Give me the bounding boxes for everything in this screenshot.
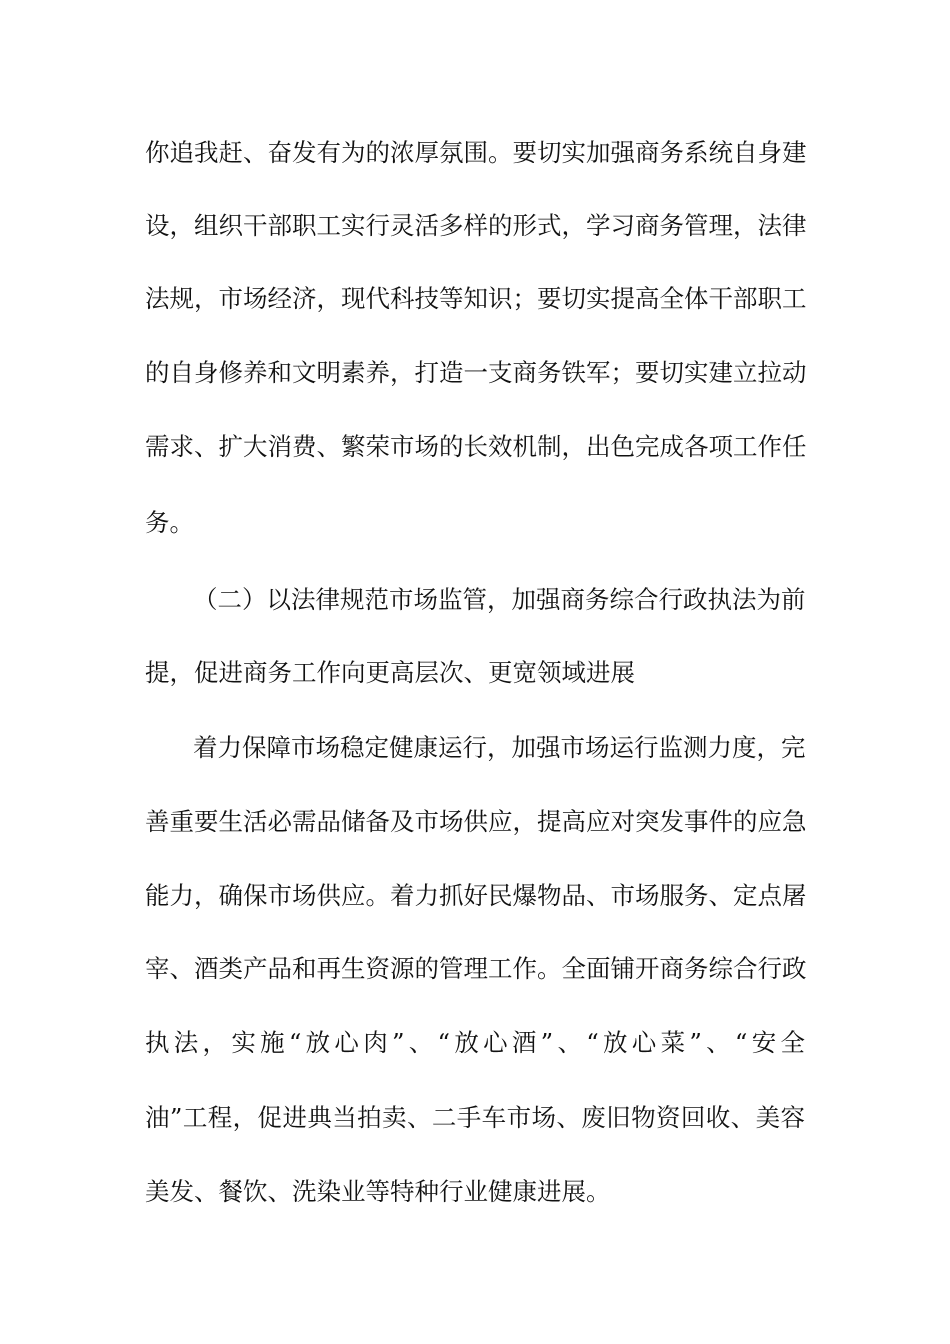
paragraph-line: 能力，确保市场供应。着力抓好民爆物品、市场服务、定点屠 <box>145 881 807 910</box>
paragraph-line: 你追我赶、奋发有为的浓厚氛围。要切实加强商务系统自身建 <box>145 138 807 167</box>
paragraph-line: 执法，实施“放心肉”、“放心酒”、“放心菜”、“安全 <box>145 1028 805 1057</box>
paragraph-line: 着力保障市场稳定健康运行，加强市场运行监测力度，完 <box>193 733 806 762</box>
paragraph-line: 务。 <box>145 508 194 537</box>
section-heading-line: （二）以法律规范市场监管，加强商务综合行政执法为前 <box>193 585 806 614</box>
paragraph-line: 宰、酒类产品和再生资源的管理工作。全面铺开商务综合行政 <box>145 954 807 983</box>
paragraph-line: 设，组织干部职工实行灵活多样的形式，学习商务管理，法律 <box>145 211 807 240</box>
paragraph-line: 需求、扩大消费、繁荣市场的长效机制，出色完成各项工作任 <box>145 432 807 461</box>
paragraph-line: 法规，市场经济，现代科技等知识；要切实提高全体干部职工 <box>145 284 807 313</box>
paragraph-line: 油”工程，促进典当拍卖、二手车市场、废旧物资回收、美容 <box>145 1103 805 1132</box>
paragraph-line: 善重要生活必需品储备及市场供应，提高应对突发事件的应急 <box>145 807 807 836</box>
section-heading-line: 提，促进商务工作向更高层次、更宽领域进展 <box>145 658 635 687</box>
paragraph-line: 美发、餐饮、洗染业等特种行业健康进展。 <box>145 1177 611 1206</box>
paragraph-line: 的自身修养和文明素养，打造一支商务铁军；要切实建立拉动 <box>145 358 807 387</box>
